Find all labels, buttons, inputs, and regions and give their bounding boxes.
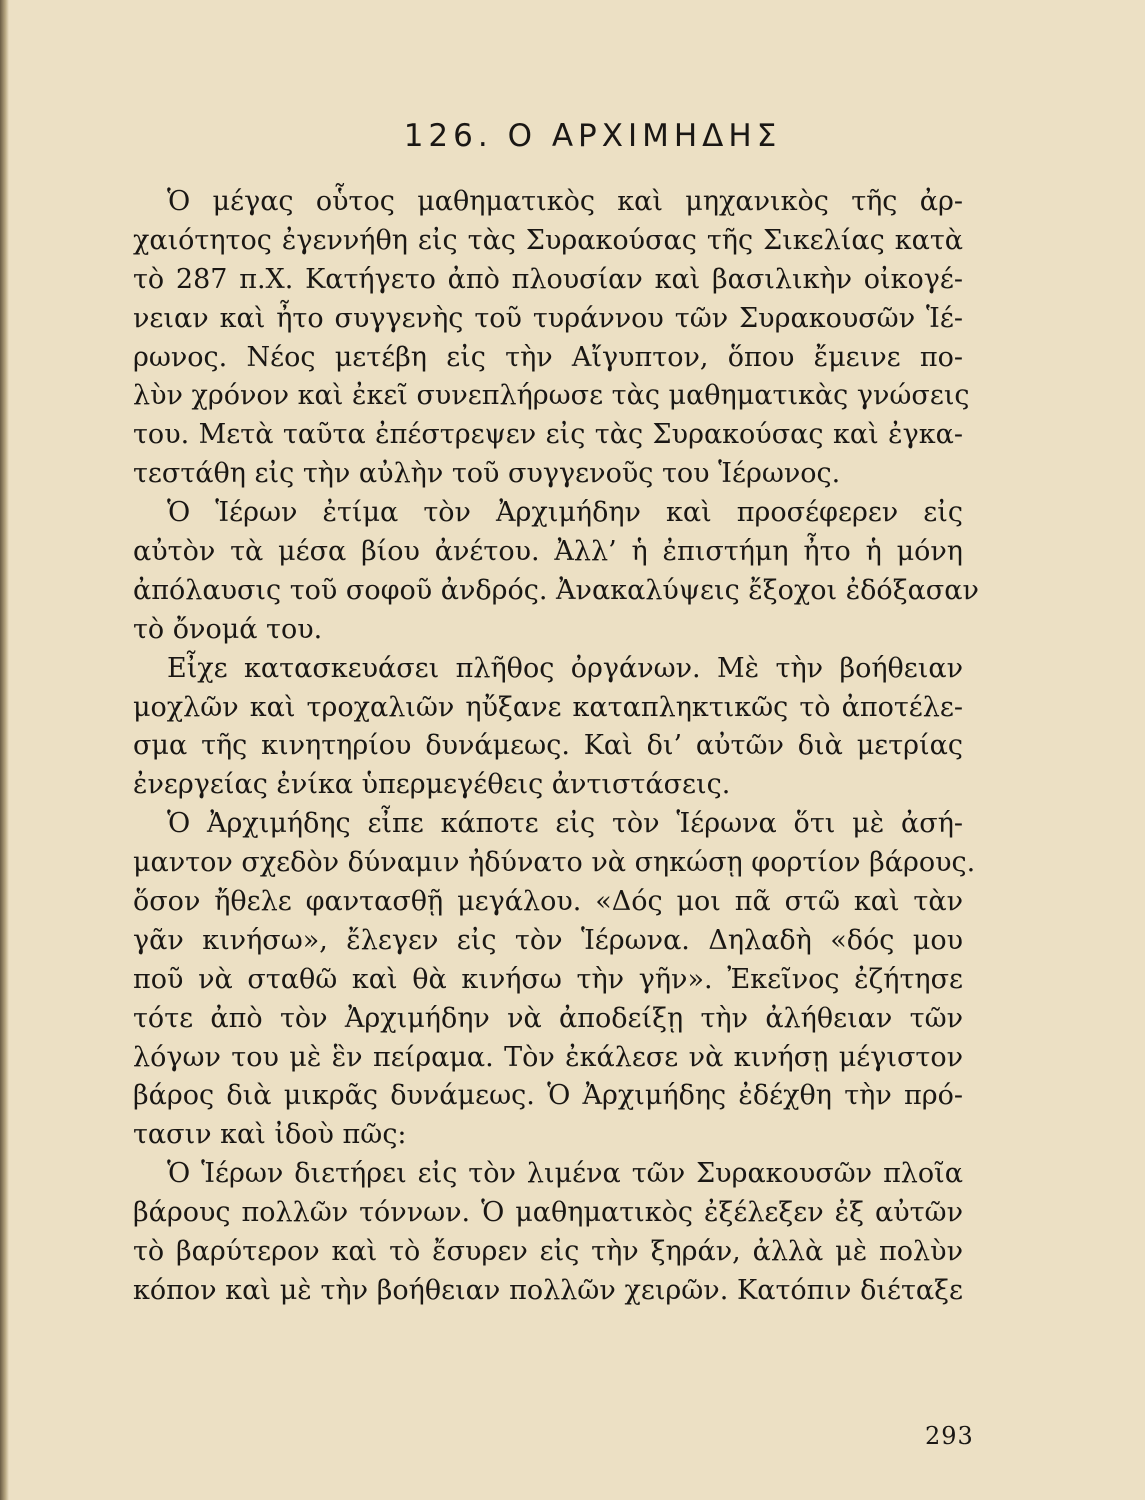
text-line: τασιν καὶ ἰδοὺ πῶς: — [133, 1119, 407, 1151]
page-number: 293 — [925, 1422, 974, 1450]
text-line: τότε ἀπὸ τὸν Ἀρχιμήδην νὰ ἀποδείξῃ τὴν ἀλήθειαν τῶν — [133, 1002, 963, 1034]
text-line: ρωνος. Νέος μετέβη εἰς τὴν Αἴγυπτον, ὅπου ἔμεινε πο- — [133, 341, 963, 373]
text-line: Ὁ Ἀρχιμήδης εἶπε κάποτε εἰς τὸν Ἱέρωνα ὅτι μὲ ἀσή- — [167, 808, 963, 840]
text-line: τεστάθη εἰς τὴν αὐλὴν τοῦ συγγενοῦς του Ἱέρωνος. — [133, 458, 841, 490]
text-line: Ὁ μέγας οὗτος μαθηματικὸς καὶ μηχανικὸς τῆς ἀρ- — [167, 186, 963, 217]
text-line: λόγων του μὲ ἓν πείραμα. Τὸν ἐκάλεσε νὰ κινήσῃ μέγιστον — [133, 1041, 963, 1073]
text-line: μαντον σχεδὸν δύναμιν ἠδύνατο νὰ σηκώσῃ φορτίον βάρους. — [133, 847, 976, 879]
text-line: ἐνεργείας ἐνίκα ὑπερμεγέθεις ἀντιστάσεις. — [133, 769, 731, 801]
text-line: τὸ 287 π.Χ. Κατήγετο ἀπὸ πλουσίαν καὶ βασιλικὴν οἰκογέ- — [133, 263, 963, 295]
text-line: λὺν χρόνον καὶ ἐκεῖ συνεπλήρωσε τὰς μαθηματικὰς γνώσεις — [133, 380, 970, 412]
text-line: γᾶν κινήσω», ἔλεγεν εἰς τὸν Ἱέρωνα. Δηλαδὴ «δός μου — [133, 924, 963, 956]
chapter-heading: 126. Ο ΑΡΧΙΜΗΔΗΣ — [403, 118, 782, 154]
text-line: τὸ ὄνομά του. — [133, 613, 323, 645]
text-line: νειαν καὶ ἦτο συγγενὴς τοῦ τυράννου τῶν Συρακουσῶν Ἱέ- — [133, 302, 963, 334]
text-line: του. Μετὰ ταῦτα ἐπέστρεψεν εἰς τὰς Συρακούσας καὶ ἐγκα- — [133, 419, 963, 451]
text-line: Εἶχε κατασκευάσει πλῆθος ὀργάνων. Μὲ τὴν βοήθειαν — [167, 652, 963, 684]
text-line: χαιότητος ἐγεννήθη εἰς τὰς Συρακούσας τῆς Σικελίας κατὰ — [133, 224, 963, 256]
text-line: Ὁ Ἱέρων ἐτίμα τὸν Ἀρχιμήδην καὶ προσέφερεν εἰς — [167, 497, 963, 529]
text-line: σμα τῆς κινητηρίου δυνάμεως. Καὶ δι’ αὐτῶν διὰ μετρίας — [133, 730, 963, 762]
text-line: κόπον καὶ μὲ τὴν βοήθειαν πολλῶν χειρῶν. Κατόπιν διέταξε — [133, 1274, 963, 1306]
text-line: ἀπόλαυσις τοῦ σοφοῦ ἀνδρός. Ἀνακαλύψεις ἔξοχοι ἐδόξασαν — [133, 574, 979, 606]
page-binding-edge — [0, 0, 9, 1500]
text-line: μοχλῶν καὶ τροχαλιῶν ηὔξανε καταπληκτικῶς τὸ ἀποτέλε- — [133, 691, 963, 723]
text-line: ποῦ νὰ σταθῶ καὶ θὰ κινήσω τὴν γῆν». Ἐκεῖνος ἐζήτησε — [133, 963, 963, 995]
text-line: ὅσον ἤθελε φαντασθῇ μεγάλου. «Δός μοι πᾶ στῶ καὶ τὰν — [133, 886, 963, 918]
body-text — [133, 183, 979, 1311]
text-line: βάρος διὰ μικρᾶς δυνάμεως. Ὁ Ἀρχιμήδης ἐδέχθη τὴν πρό- — [133, 1080, 963, 1112]
text-line: αὐτὸν τὰ μέσα βίου ἀνέτου. Ἀλλ’ ἡ ἐπιστήμη ἦτο ἡ μόνη — [133, 536, 963, 568]
text-line: βάρους πολλῶν τόννων. Ὁ μαθηματικὸς ἐξέλεξεν ἐξ αὐτῶν — [133, 1197, 963, 1229]
text-line: τὸ βαρύτερον καὶ τὸ ἔσυρεν εἰς τὴν ξηράν, ἀλλὰ μὲ πολὺν — [133, 1236, 963, 1268]
text-line: Ὁ Ἱέρων διετήρει εἰς τὸν λιμένα τῶν Συρακουσῶν πλοῖα — [167, 1158, 963, 1190]
